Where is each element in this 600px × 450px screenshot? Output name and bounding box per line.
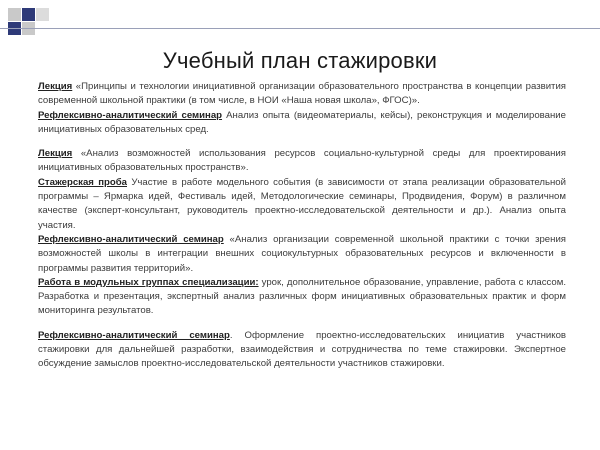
- item-text: урок, дополнительное образование, управление, работа с классом. Разработка и презентация, экспертный анализ различных форм инициативных образовательных практик и форм мониторинга результатов.: [38, 276, 566, 317]
- item-label: Работа в модульных группах специализации:: [38, 276, 259, 288]
- decor-square: [36, 8, 49, 21]
- slide-title: Учебный план стажировки: [162, 48, 438, 73]
- item-label: Стажерская проба: [38, 176, 127, 188]
- plan-item: [38, 233, 566, 276]
- item-text: «Анализ возможностей использования ресурсов социально-культурной среды для проектирования инициативных образовательных пространств».: [38, 148, 566, 174]
- item-text: «Анализ организации современной школьной практики с точки зрения возможностей школы в интеграции внешних социокультурных образовательных ресурсов и включенности в программы развития территорий».: [38, 233, 566, 274]
- item-label: Рефлексивно-аналитический семинар: [38, 109, 223, 121]
- plan-item: [38, 80, 566, 109]
- plan-content: [38, 80, 566, 372]
- plan-item: [38, 109, 566, 138]
- item-label: Рефлексивно-аналитический семинар: [38, 233, 224, 245]
- item-label: Лекция: [38, 81, 73, 92]
- header-rule: [0, 28, 600, 29]
- decor-square: [8, 8, 21, 21]
- item-label: Рефлексивно-аналитический семинар: [38, 329, 230, 341]
- plan-item: [38, 176, 566, 233]
- plan-item: [38, 276, 566, 319]
- item-label: Лекция: [38, 148, 73, 160]
- header-decoration: [0, 0, 600, 34]
- item-text: Участие в работе модельного события (в зависимости от этапа реализации образовательной программы – Ярмарка идей, Фестиваль идей, Методологические семинары, Продвидения, Форум) в различном качестве (эксперт-консультант, руководитель проектно-исследовательской деятельности и др.). Анализ опыта участия.: [38, 176, 566, 231]
- item-text: Анализ опыта (видеоматериалы, кейсы), реконструкция и моделирование инициативных образовательных сред.: [38, 109, 566, 135]
- decor-square: [22, 8, 35, 21]
- plan-item: [38, 147, 566, 176]
- item-text: «Принципы и технологии инициативной организации образовательного пространства в концепции развития современной школьной практики (в том числе, в НОИ «Наша новая школа», ФГОС)».: [38, 81, 566, 107]
- item-text: . Оформление проектно-исследовательских инициатив участников стажировки для дальнейшей разработки, взаимодействия и сотрудничества по теме стажировки. Экспертное обсуждение замыслов проектно-исследовательской деятельности участников стажировки.: [38, 329, 566, 370]
- plan-item: [38, 329, 566, 372]
